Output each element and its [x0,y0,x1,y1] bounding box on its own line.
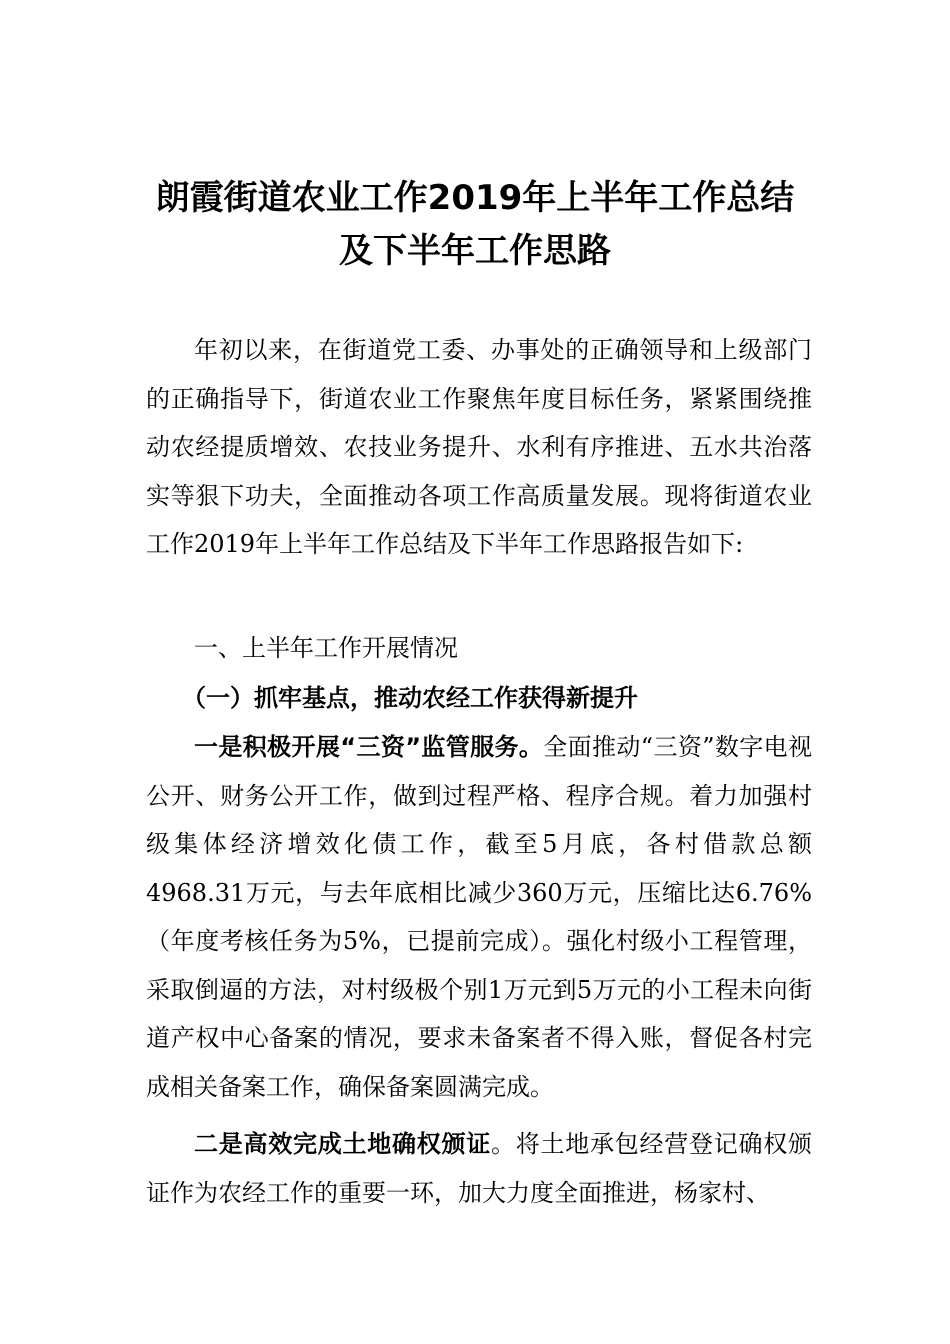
item1-paragraph-block [146,723,812,1111]
item1-body: 全面推动“三资”数字电视公开、财务公开工作，做到过程严格、程序合规。着力加强村级集体经济增效化债工作，截至5月底，各村借款总额4968.31万元，与去年底相比减少360万元，压缩比达6.76%（年度考核任务为5%，已提前完成）。强化村级小工程管理，采取倒逼的方法，对村级极个别1万元到5万元的小工程未向街道产权中心备案的情况，要求未备案者不得入账，督促各村完成相关备案工作，确保备案圆满完成。 [146,733,812,1101]
document-title-line1: 朗霞街道农业工作2019年上半年工作总结 [155,178,795,218]
intro-paragraph: 年初以来，在街道党工委、办事处的正确领导和上级部门的正确指导下，街道农业工作聚焦年度目标任务，紧紧围绕推动农经提质增效、农技业务提升、水利有序推进、五水共治落实等狠下功夫，全面推动各项工作高质量发展。现将街道农业工作2019年上半年工作总结及下半年工作思路报告如下: [146,336,812,558]
item1-paragraph [146,723,812,1111]
item2-paragraph [146,1120,812,1217]
intro-paragraph-block [146,326,812,569]
item2-paragraph-block [146,1120,812,1217]
subsection1-heading: （一）抓牢基点，推动农经工作获得新提升 [182,684,638,712]
item2-body: 。将土地承包经营登记确权颁证作为农经工作的重要一环，加大力度全面推进，杨家村、 [146,1130,812,1207]
item2-lead: 二是高效完成土地确权颁证 [194,1130,491,1158]
subsection1-heading-block [146,674,812,723]
item1-lead: 一是积极开展“三资”监管服务。 [194,733,544,761]
document-title-line2: 及下半年工作思路 [339,231,611,271]
section1-heading-block [146,624,812,673]
section1-heading: 一、上半年工作开展情况 [194,634,458,662]
